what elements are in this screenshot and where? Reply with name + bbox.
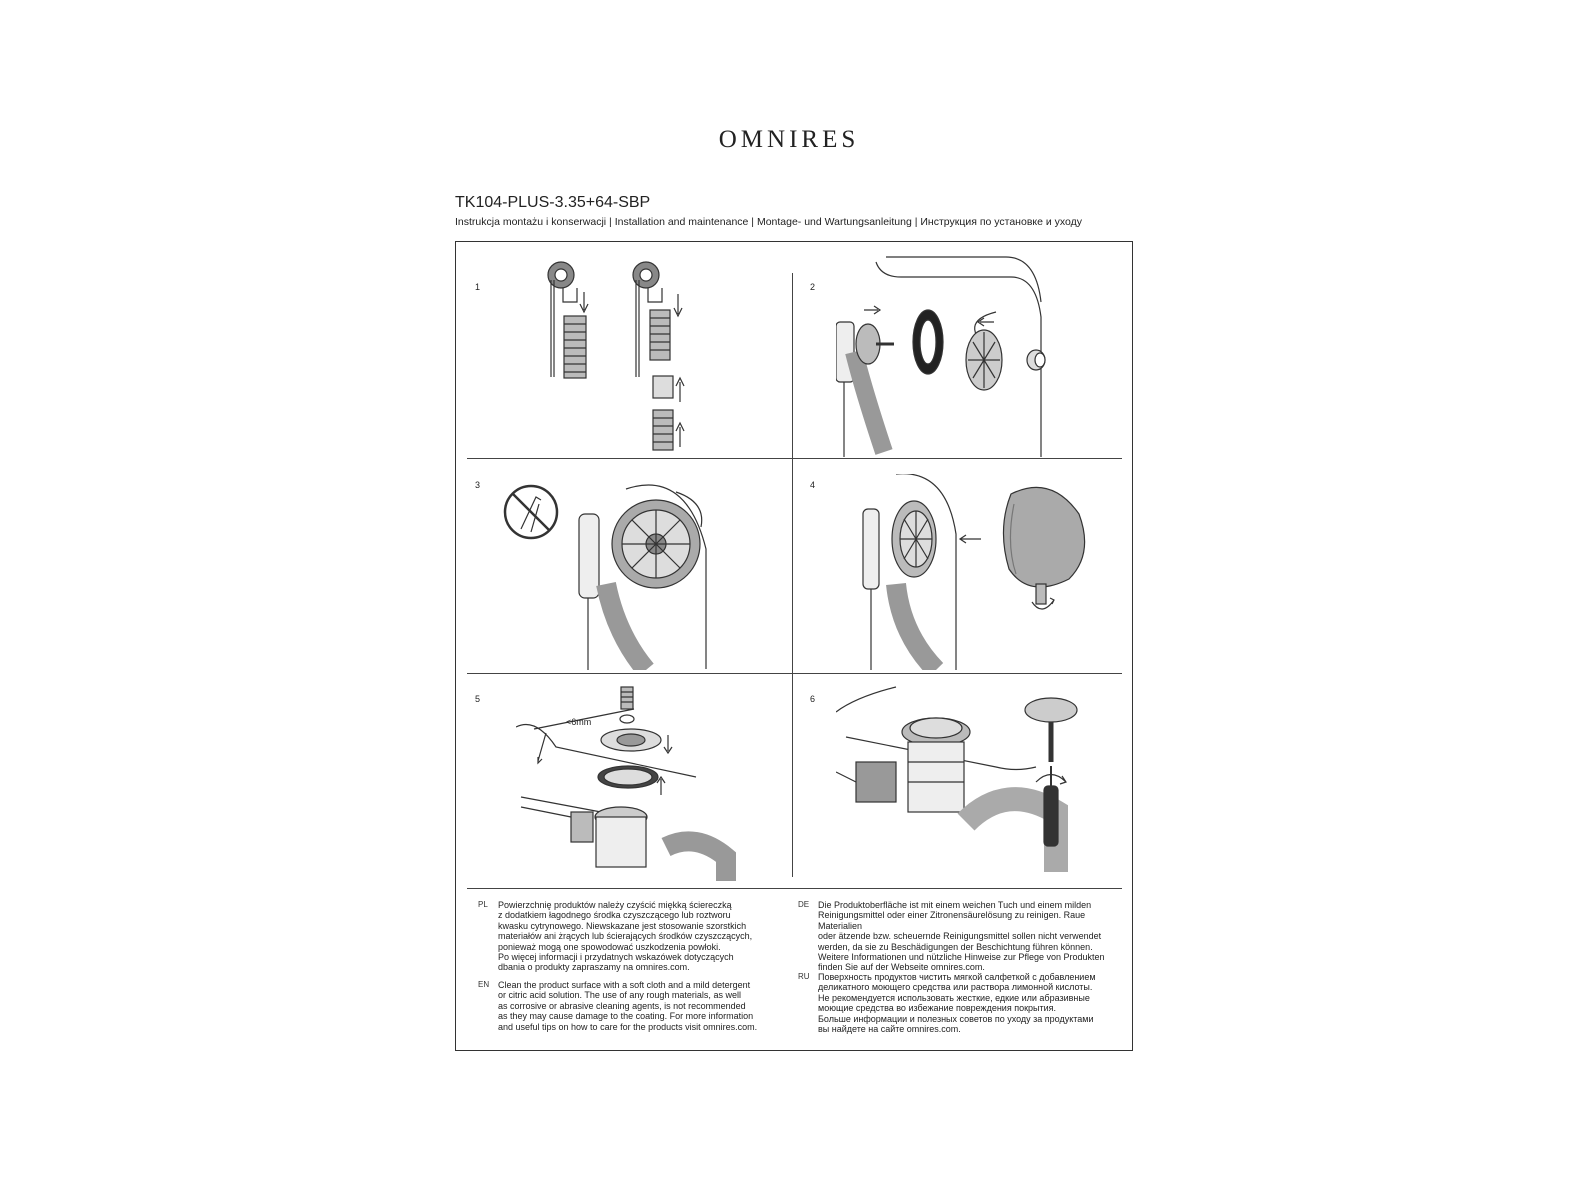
screwdriver-icon [1044,786,1058,846]
overflow-body-icon [856,762,896,802]
screw-icon [1036,584,1046,604]
step-2-illustration [836,252,1116,457]
arrow-up-icon [657,777,665,795]
step-5-illustration [516,677,786,881]
arrow-up-icon [676,378,684,402]
panel-divider-row2 [467,673,1122,674]
panel-divider-vertical [792,273,793,877]
maintenance-paragraph: Clean the product surface with a soft cloth and a mild detergent or citric acid solution. The use of any rough materials, as well as corrosive or abrasive cleaning agents, is not recommended as they may cause damage to the coating. For more information and useful tips on how to care for the products visit omnires.com. [498,980,758,1032]
step-number: 1 [475,282,481,292]
corrugated-pipe-icon [650,310,670,360]
corrugated-pipe-icon [653,410,673,450]
corrugated-pipe-icon [896,584,936,670]
brand-logo: OMNIRES [718,126,860,153]
arrow-down-icon [664,735,672,753]
no-pliers-icon [505,486,557,538]
panel-divider-row3 [467,888,1122,889]
maintenance-text-de [798,900,1128,973]
language-code: EN [478,980,490,989]
language-code: PL [478,900,488,909]
washer-icon [620,715,634,723]
maintenance-paragraph: Powierzchnię produktów należy czyścić miękką ściereczką z dodatkiem łagodnego środka czyszczącego lub roztworu kwasku cytrynowego. Niewskazane jest stosowanie szorstkich materiałów ani żrących lub ścierających środków czyszczących, ponieważ mogą one spowodować uszkodzenia powłoki. Po więcej informacji i przydatnych wskazówek dotyczących dbania o produkty zapraszamy na omnires.com. [498,900,753,973]
arrow-down-icon [580,292,588,312]
corrugated-pipe-icon [606,584,646,670]
screw-icon [621,687,633,709]
corrugated-pipe-icon [564,316,586,378]
step-number: 3 [475,480,481,490]
step-number: 4 [810,480,816,490]
step-6-illustration [836,682,1116,882]
maintenance-text-en [478,980,778,1040]
arrow-right-icon [864,306,880,314]
step-1-illustration [516,252,776,452]
pipe-connector-icon [653,376,673,398]
maintenance-text-ru [798,972,1128,1037]
arrow-up-icon [676,423,684,447]
language-code: DE [798,900,810,909]
document-subtitle: Instrukcja montażu i konserwacji | Installation and maintenance | Montage- und Wartungsanleitung | Инструкция по установке и уходу [455,216,1083,228]
instruction-frame [455,241,1133,1051]
dimension-label: <6mm [566,717,592,727]
panel-divider-row1 [467,458,1122,459]
maintenance-paragraph: Die Produktoberfläche ist mit einem weichen Tuch und einem milden Reinigungsmittel oder einer Zitronensäurelösung zu reinigen. Raue Materialien oder ätzende bzw. scheuernde Reinigungsmittel sollen nicht verwendet werden, da sie zu Beschädigungen der Beschichtung führen können. Weitere Informationen und nützliche Hinweise zur Pflege von Produkten finden Sie auf der Webseite omnires.com. [818,900,1105,973]
step-number: 6 [810,694,816,704]
corrugated-pipe-icon [854,352,884,452]
plug-cap-icon [1025,698,1077,722]
arrow-down-icon [674,294,682,316]
arrow-left-icon [978,318,994,326]
step-3-illustration [476,474,786,670]
product-code-title: TK104-PLUS-3.35+64-SBP [455,194,651,211]
maintenance-text-pl [478,900,778,975]
step-number: 2 [810,282,816,292]
maintenance-paragraph: Поверхность продуктов чистить мягкой салфеткой с добавлением деликатного моющего средства или раствора лимонной кислоты. Не рекомендуется использовать жесткие, едкие или абразивные моющие средства во избежание повреждения покрытия. Больше информации и полезных советов по уходу за продуктами вы найдете на сайте omnires.com. [818,972,1096,1035]
arrow-left-icon [960,535,981,543]
language-code: RU [798,972,810,981]
step-number: 5 [475,694,481,704]
step-4-illustration [836,474,1116,670]
